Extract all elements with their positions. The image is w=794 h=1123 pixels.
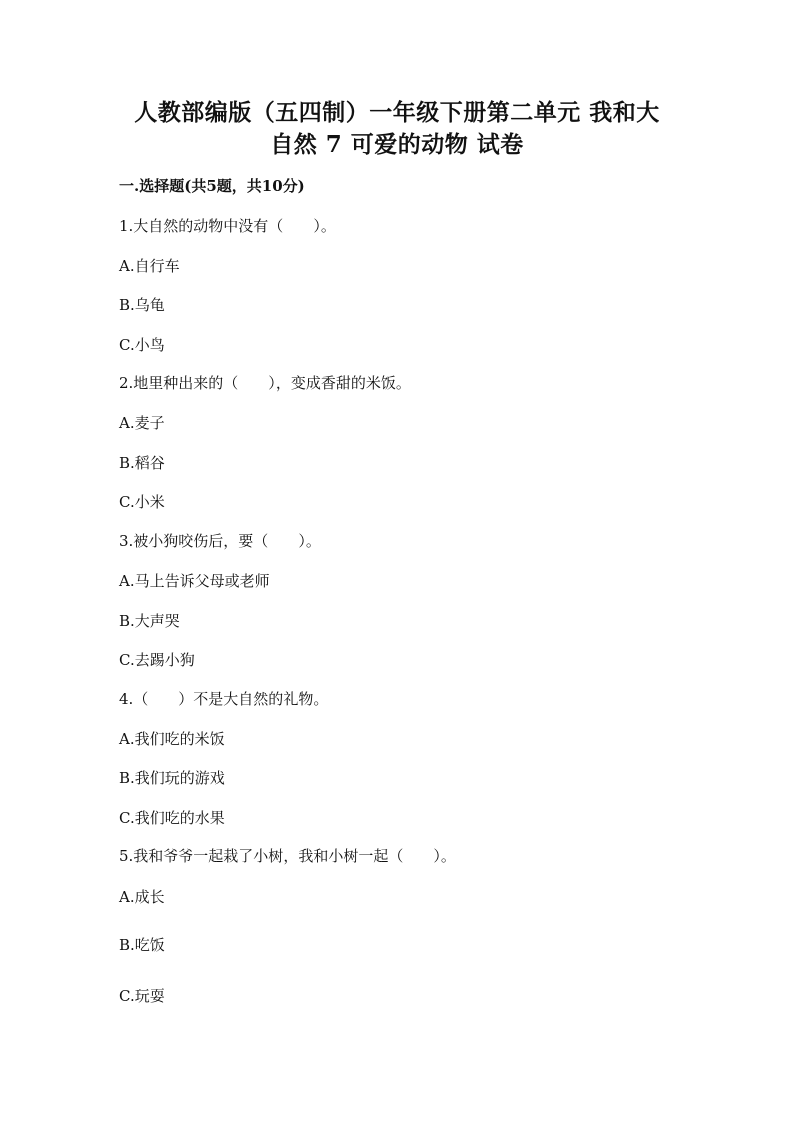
question-5-option-b: B.吃饭	[119, 936, 165, 954]
question-1-option-c: C.小鸟	[119, 336, 165, 354]
question-2-option-b: B.稻谷	[119, 454, 165, 472]
question-4-stem: 4.（ ）不是大自然的礼物。	[119, 690, 329, 708]
question-2-stem: 2.地里种出来的（ ），变成香甜的米饭。	[119, 374, 411, 392]
question-5-option-a: A.成长	[119, 888, 165, 906]
question-3-option-a: A.马上告诉父母或老师	[119, 572, 270, 590]
question-5-option-c: C.玩耍	[119, 987, 165, 1005]
question-1-option-b: B.乌龟	[119, 296, 165, 314]
question-4-option-c: C.我们吃的水果	[119, 809, 225, 827]
question-3-stem: 3.被小狗咬伤后，要（ ）。	[119, 532, 321, 550]
section-heading: 一.选择题(共5题，共10分)	[119, 177, 305, 195]
question-5-stem: 5.我和爷爷一起栽了小树，我和小树一起（ ）。	[119, 847, 456, 865]
question-3-option-b: B.大声哭	[119, 612, 180, 630]
page-title-line-1: 人教部编版（五四制）一年级下册第二单元 我和大	[134, 99, 660, 126]
question-3-option-c: C.去踢小狗	[119, 651, 195, 669]
question-1-stem: 1.大自然的动物中没有（ ）。	[119, 217, 336, 235]
page-title-line-2: 自然 7 可爱的动物 试卷	[270, 131, 524, 158]
question-2-option-c: C.小米	[119, 493, 165, 511]
question-4-option-b: B.我们玩的游戏	[119, 769, 225, 787]
question-2-option-a: A.麦子	[119, 414, 165, 432]
question-1-option-a: A.自行车	[119, 257, 180, 275]
question-4-option-a: A.我们吃的米饭	[119, 730, 225, 748]
